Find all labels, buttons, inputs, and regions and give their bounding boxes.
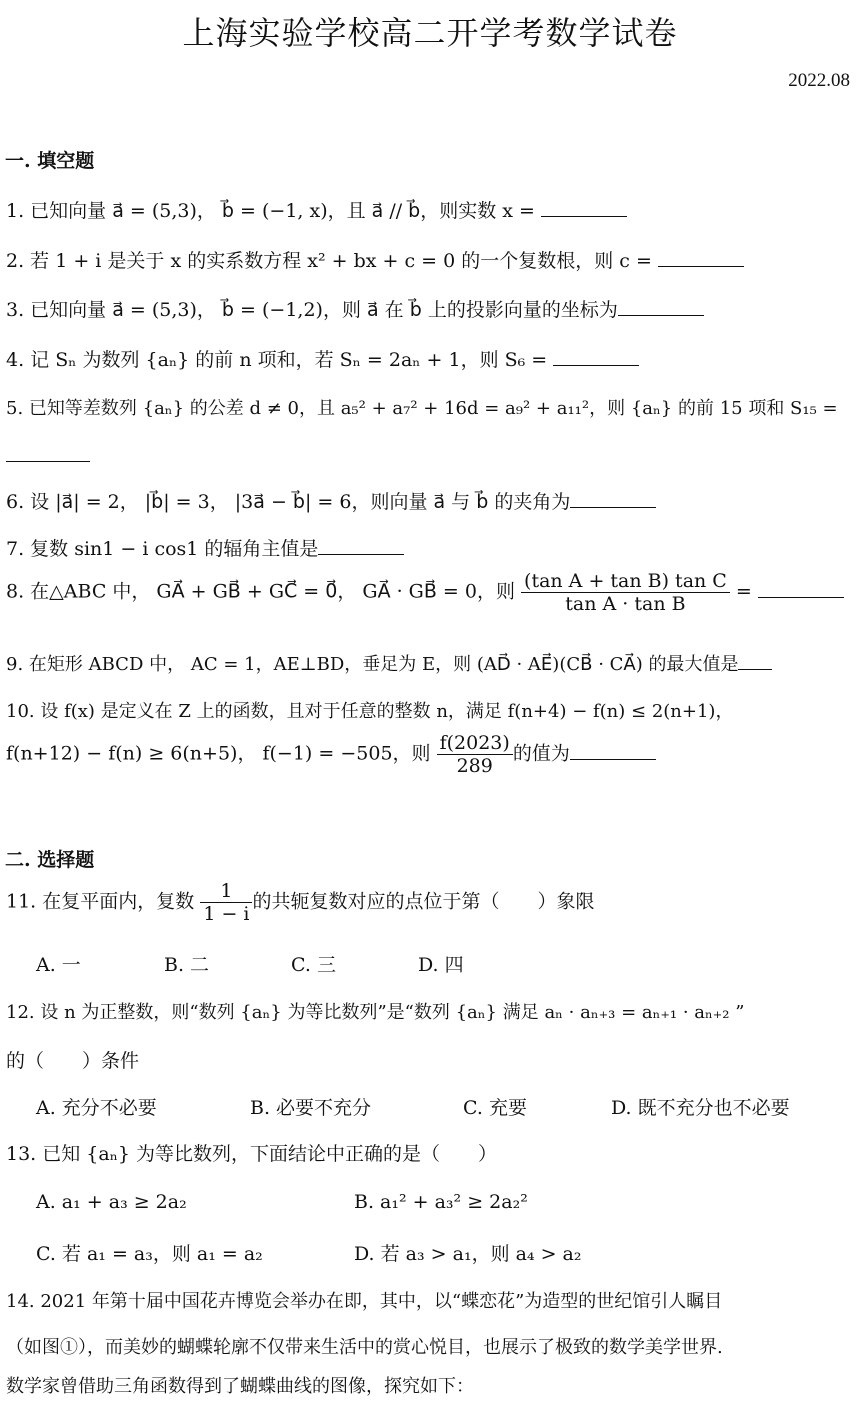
question-13-text: 13. 已知 {aₙ} 为等比数列，下面结论中正确的是（ ） [6, 1143, 498, 1165]
exam-date: 2022.08 [788, 70, 850, 91]
fraction-denominator: 1 − i [203, 903, 250, 925]
q13-option-d[interactable]: D. 若 a₃ > a₁，则 a₄ > a₂ [354, 1243, 582, 1265]
q13-option-a[interactable]: A. a₁ + a₃ ≥ 2a₂ [36, 1191, 187, 1213]
question-6 [6, 487, 656, 514]
answer-blank [553, 364, 639, 366]
fraction-numerator: 1 [200, 880, 252, 903]
q12-option-d[interactable]: D. 既不充分也不必要 [611, 1097, 790, 1119]
question-3 [6, 295, 704, 322]
question-13 [6, 1139, 497, 1166]
question-14-text-a: 14. 2021 年第十届中国花卉博览会举办在即，其中，以“蝶恋花”为造型的世纪馆引人瞩目 [6, 1291, 723, 1312]
question-3-text: 3. 已知向量 a⃗ = (5,3)， b⃗ = (−1,2)，则 a⃗ 在 b⃗ 上的投影向量的坐标为 [6, 299, 618, 321]
question-14-line-2 [6, 1333, 723, 1359]
q13-option-c[interactable]: C. 若 a₁ = a₃，则 a₁ = a₂ [36, 1243, 263, 1265]
q11-option-c[interactable]: C. 三 [291, 954, 336, 976]
question-2-text: 2. 若 1 + i 是关于 x 的实系数方程 x² + bx + c = 0 的一个复数根，则 c = [6, 250, 658, 272]
answer-blank [758, 596, 844, 598]
q12-option-a[interactable]: A. 充分不必要 [36, 1097, 157, 1119]
question-10-line-2 [6, 732, 656, 777]
answer-blank [318, 553, 404, 555]
q11-option-a[interactable]: A. 一 [36, 954, 81, 976]
question-12-text-a: 12. 设 n 为正整数，则“数列 {aₙ} 为等比数列”是“数列 {aₙ} 满足 aₙ · aₙ₊₃ = aₙ₊₁ · aₙ₊₂ ” [6, 1002, 745, 1023]
question-11-fraction [200, 880, 252, 925]
question-5-answer [6, 445, 90, 467]
question-10-text-a: 10. 设 f(x) 是定义在 Z 上的函数，且对于任意的整数 n，满足 f(n+4) − f(n) ≤ 2(n+1)， [6, 701, 734, 722]
question-5 [6, 394, 838, 420]
question-9-text: 9. 在矩形 ABCD 中， AC = 1，AE⊥BD，垂足为 E，则 (AD⃗ · AE⃗)(CB⃗ · CA⃗) 的最大值是 [6, 654, 739, 675]
question-14-text-c: 数学家曾借助三角函数得到了蝴蝶曲线的图像，探究如下： [6, 1376, 474, 1397]
question-11 [6, 880, 595, 925]
question-4 [6, 345, 639, 372]
q11-option-b[interactable]: B. 二 [164, 954, 210, 976]
question-14-line-3 [6, 1372, 474, 1398]
question-7-text: 7. 复数 sin1 − i cos1 的辐角主值是 [6, 538, 319, 560]
question-8-fraction [521, 570, 730, 615]
question-14-text-b: （如图①），而美妙的蝴蝶轮廓不仅带来生活中的赏心悦目，也展示了极致的数学美学世界. [6, 1337, 723, 1358]
question-12-line-1 [6, 998, 744, 1024]
question-8 [6, 570, 844, 615]
question-10-fraction [437, 732, 513, 777]
question-11-text: 11. 在复平面内，复数 [6, 890, 195, 913]
fraction-numerator: f(2023) [437, 732, 513, 755]
question-10-tail: 的值为 [512, 742, 570, 765]
question-7 [6, 534, 404, 561]
question-1-text: 1. 已知向量 a⃗ = (5,3)， b⃗ = (−1, x)，且 a⃗ // b⃗，则实数 x = [6, 200, 541, 222]
answer-blank [618, 314, 704, 316]
answer-blank [738, 668, 772, 670]
q11-option-d[interactable]: D. 四 [418, 954, 464, 976]
question-10-line-1 [6, 697, 733, 723]
answer-blank [570, 506, 656, 508]
fraction-denominator: tan A · tan B [565, 593, 686, 615]
section-choice-title: 二. 选择题 [5, 849, 95, 871]
question-9 [6, 650, 772, 676]
q12-option-b[interactable]: B. 必要不充分 [250, 1097, 372, 1119]
q12-option-c[interactable]: C. 充要 [463, 1097, 527, 1119]
question-12-text-b: 的（ ）条件 [6, 1050, 140, 1072]
question-6-text: 6. 设 |a⃗| = 2， |b⃗| = 3， |3a⃗ − b⃗| = 6，则向量 a⃗ 与 b⃗ 的夹角为 [6, 491, 571, 513]
question-10-text-b: f(n+12) − f(n) ≥ 6(n+5)， f(−1) = −505，则 [6, 742, 431, 765]
exam-title: 上海实验学校高二开学考数学试卷 [182, 14, 678, 52]
question-11-tail: 的共轭复数对应的点位于第（ ）象限 [252, 890, 595, 913]
answer-blank [6, 460, 90, 462]
section-fill-title: 一. 填空题 [5, 150, 95, 172]
fraction-numerator: (tan A + tan B) tan C [521, 570, 730, 593]
question-14-line-1 [6, 1287, 722, 1313]
question-8-equals: = [729, 580, 758, 603]
question-4-text: 4. 记 Sₙ 为数列 {aₙ} 的前 n 项和，若 Sₙ = 2aₙ + 1，则 S₆ = [6, 349, 554, 371]
question-1 [6, 196, 627, 223]
question-2 [6, 246, 744, 273]
answer-blank [570, 758, 656, 760]
answer-blank [541, 215, 627, 217]
question-12-line-2 [6, 1046, 139, 1073]
q13-option-b[interactable]: B. a₁² + a₃² ≥ 2a₂² [354, 1191, 528, 1213]
question-8-text: 8. 在△ABC 中， GA⃗ + GB⃗ + GC⃗ = 0⃗， GA⃗ · GB⃗ = 0，则 [6, 580, 515, 603]
answer-blank [658, 265, 744, 267]
question-5-text: 5. 已知等差数列 {aₙ} 的公差 d ≠ 0，且 a₅² + a₇² + 16d = a₉² + a₁₁²，则 {aₙ} 的前 15 项和 S₁₅ = [6, 398, 838, 419]
fraction-denominator: 289 [456, 755, 493, 777]
